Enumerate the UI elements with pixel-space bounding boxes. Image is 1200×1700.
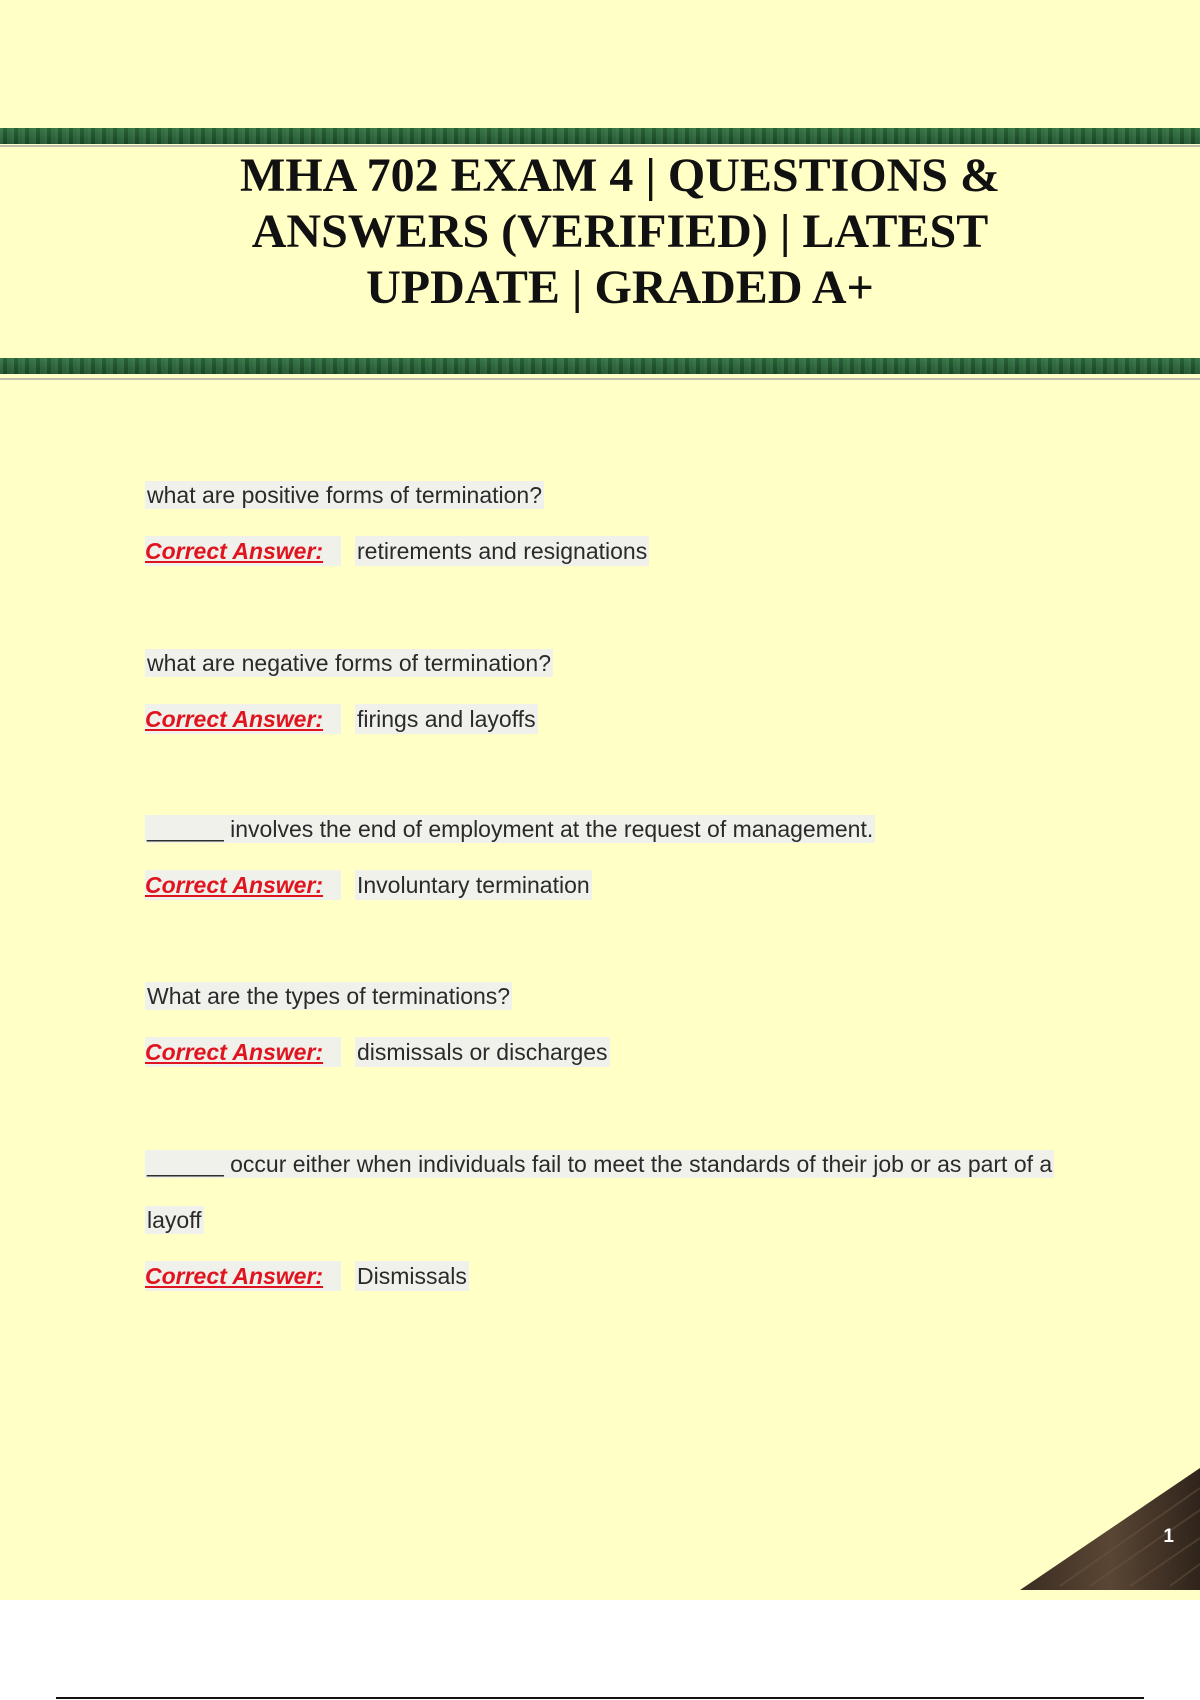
question-text-line-1: ______ occur either when individuals fail to meet the standards of their job or as part of a — [147, 1151, 1053, 1177]
header-top-rule — [0, 128, 1200, 144]
footer-rule — [56, 1697, 1144, 1699]
answer-line — [145, 857, 1085, 913]
header-top-thin-rule — [0, 145, 1200, 147]
answer-text: Dismissals — [357, 1263, 467, 1289]
correct-answer-label: Correct Answer: — [145, 1261, 341, 1291]
qa-item-4 — [145, 968, 1085, 1080]
question-text: What are the types of terminations? — [147, 983, 511, 1009]
answer-text: dismissals or discharges — [357, 1039, 608, 1065]
answer-line — [145, 691, 1085, 747]
correct-answer-label: Correct Answer: — [145, 1037, 341, 1067]
question-line — [145, 467, 1085, 523]
qa-item-5 — [145, 1136, 1085, 1304]
header-bottom-rule — [0, 358, 1200, 374]
question-line — [145, 1136, 1085, 1192]
answer-text: retirements and resignations — [357, 538, 648, 564]
question-line — [145, 1192, 1085, 1248]
question-line — [145, 801, 1085, 857]
answer-line — [145, 1024, 1085, 1080]
question-line — [145, 635, 1085, 691]
document-title: MHA 702 EXAM 4 | QUESTIONS & ANSWERS (VERIFIED) | LATEST UPDATE | GRADED A+ — [240, 149, 1000, 314]
header-bottom-thin-rule — [0, 378, 1200, 380]
answer-text: firings and layoffs — [357, 706, 536, 732]
qa-item-3 — [145, 801, 1085, 913]
correct-answer-label: Correct Answer: — [145, 536, 341, 566]
qa-item-2 — [145, 635, 1085, 747]
qa-item-1 — [145, 467, 1085, 579]
answer-line — [145, 523, 1085, 579]
question-text: ______ involves the end of employment at the request of management. — [147, 816, 874, 842]
question-text-line-2: layoff — [147, 1207, 202, 1233]
answer-text: Involuntary termination — [357, 872, 590, 898]
question-text: what are negative forms of termination? — [147, 650, 551, 676]
answer-line — [145, 1248, 1085, 1304]
question-text: what are positive forms of termination? — [147, 482, 543, 508]
page-number: 1 — [1163, 1526, 1174, 1547]
question-line — [145, 968, 1085, 1024]
correct-answer-label: Correct Answer: — [145, 870, 341, 900]
correct-answer-label: Correct Answer: — [145, 704, 341, 734]
